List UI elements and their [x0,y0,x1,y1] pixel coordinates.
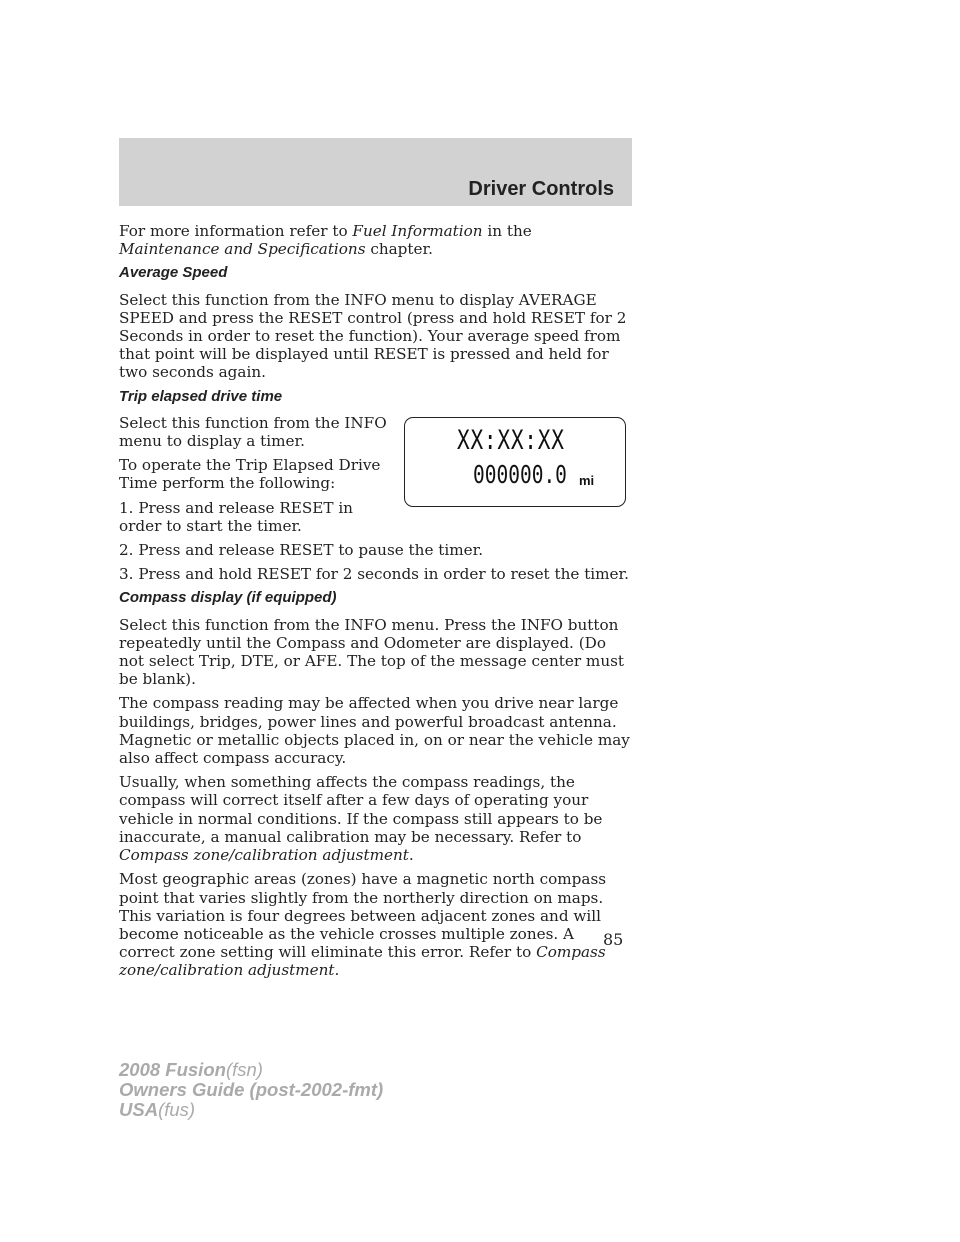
trip-elapsed-heading: Trip elapsed drive time [119,387,283,405]
average-speed-heading: Average Speed [119,264,228,282]
page-content [119,222,632,986]
intro-text-b: in the [482,222,532,240]
compass-p3-text: Usually, when something affects the compass readings, the compass will correct itself after a few days of operating your vehicle in normal conditions. If the compass still appears to be inaccurate, a manual calibration may be necessary. Refer to [119,773,603,846]
average-speed-body: Select this function from the INFO menu to display AVERAGE SPEED and press the RESET control (press and hold RESET for 2 Seconds in order to reset the function). Your average speed from that point will be displayed until RESET is pressed and held for two seconds again. [119,290,627,382]
trip-elapsed-step-3: 3. Press and hold RESET for 2 seconds in order to reset the timer. [119,565,629,584]
footer-model: 2008 Fusion [119,1059,226,1080]
trip-elapsed-p2: To operate the Trip Elapsed Drive Time perform the following: [119,456,381,493]
display-unit-label: mi [579,472,595,488]
compass-p4 [119,870,632,979]
compass-p1: Select this function from the INFO menu. Press the INFO button repeatedly until the Compass and Odometer are displayed. (Do not select Trip, DTE, or AFE. The top of the message center must be blank). [119,615,624,689]
section-title: Driver Controls [468,178,614,200]
footer-region-code: (fus) [158,1099,196,1120]
header-band [119,138,632,206]
message-center-display-illustration [404,417,626,507]
trip-elapsed-p1: Select this function from the INFO menu to display a timer. [119,413,387,451]
compass-p4-end: . [334,961,340,980]
footer-line-region [119,1100,383,1120]
compass-heading: Compass display (if equipped) [119,589,337,607]
footer-region: USA [119,1099,159,1120]
footer-line-guide [119,1080,383,1100]
page-number: 85 [603,930,624,949]
compass-p3-end: . [408,846,414,865]
intro-link-fuel-information: Fuel Information [352,222,483,240]
display-odometer-readout: 000000.0 [473,459,567,489]
compass-p4-link: Compass zone/calibration adjustment [119,943,606,980]
intro-paragraph [119,222,632,258]
trip-elapsed-section [119,414,632,535]
document-footer [119,1060,383,1120]
footer-model-code: (fsn) [225,1059,263,1080]
compass-p2: The compass reading may be affected when you drive near large buildings, bridges, power lines and powerful broadcast antenna. Magnetic or metallic objects placed in, on or near the vehicle may also affect compass accuracy. [119,694,630,768]
compass-p3 [119,773,632,864]
display-timer-readout: XX:XX:XX [457,424,565,456]
footer-guide: Owners Guide (post-2002-fmt) [119,1079,384,1100]
compass-p4-text: Most geographic areas (zones) have a magnetic north compass point that varies slightly from the northerly direction on maps. This variation is four degrees between adjacent zones and will become noticeable as the vehicle crosses multiple zones. A correct zone setting will eliminate this error. Refer to [119,870,607,962]
intro-link-maintenance: Maintenance and Specifications [119,240,366,259]
intro-text-c: chapter. [365,240,433,259]
trip-elapsed-step-2: 2. Press and release RESET to pause the timer. [119,541,484,560]
intro-text-a: For more information refer to [119,222,348,240]
compass-p3-link: Compass zone/calibration adjustment [119,846,409,865]
footer-line-model [119,1060,383,1080]
trip-elapsed-step-1: 1. Press and release RESET in order to start the timer. [119,498,353,535]
